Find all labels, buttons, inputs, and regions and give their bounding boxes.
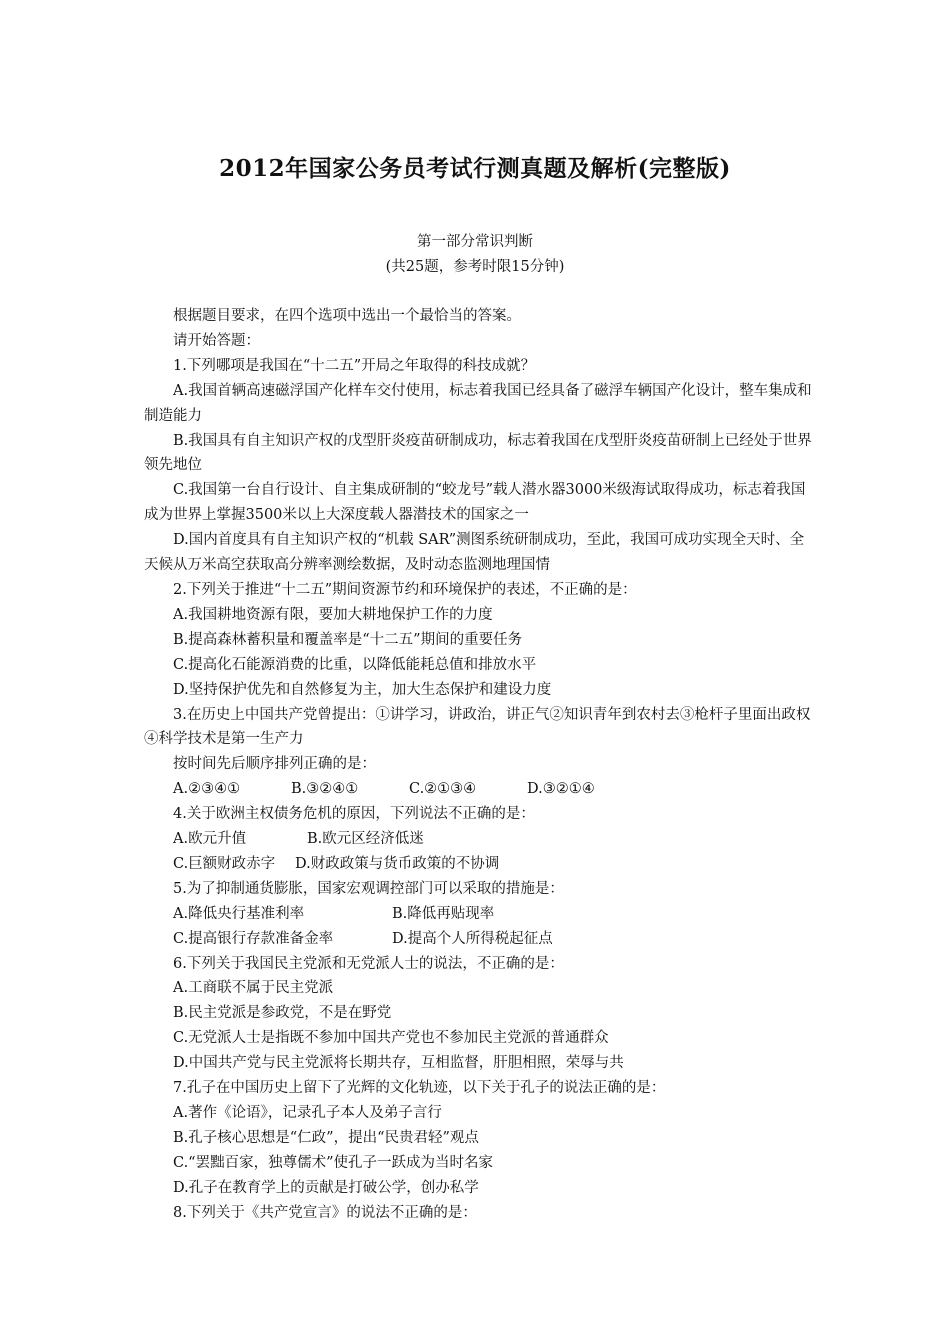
question-2-option-c: C.提高化石能源消费的比重，以降低能耗总值和排放水平 <box>173 656 537 673</box>
question-7-option-a: A.著作《论语》，记录孔子本人及弟子言行 <box>173 1105 442 1121</box>
question-1-option-d: D.国内首度具有自主知识产权的“机载 SAR”测图系统研制成功，至此，我国可成功实现全天时、全天候从万米高空获取高分辨率测绘数据，及时动态监测地理国情 <box>144 532 805 574</box>
question-5-option-c: C.提高银行存款准备金率 <box>173 930 334 947</box>
question-5-option-b: B.降低再贴现率 <box>392 905 495 922</box>
question-2-option-b: B.提高森林蓄积量和覆盖率是“十二五”期间的重要任务 <box>173 631 523 648</box>
question-3-stem: 3.在历史上中国共产党曾提出：①讲学习，讲政治，讲正气②知识青年到农村去③枪杆子里面出政权④科学技术是第一生产力 <box>144 706 811 748</box>
question-2-option-a: A.我国耕地资源有限，要加大耕地保护工作的力度 <box>173 606 493 623</box>
question-4-option-a: A.欧元升值 <box>173 831 247 848</box>
question-4-options-row-1 <box>144 827 812 852</box>
question-1-option-b: B.我国具有自主知识产权的戊型肝炎疫苗研制成功，标志着我国在戊型肝炎疫苗研制上已经处于世界领先地位 <box>144 432 812 474</box>
question-5-option-d: D.提高个人所得税起征点 <box>392 930 553 947</box>
question-6-option-a: A.工商联不属于民主党派 <box>173 980 334 997</box>
question-7-stem: 7.孔子在中国历史上留下了光辉的文化轨迹，以下关于孔子的说法正确的是： <box>173 1080 666 1097</box>
question-4-option-d: D.财政政策与货币政策的不协调 <box>295 855 500 872</box>
question-3-option-c: C.②①③④ <box>409 781 477 798</box>
question-5-stem: 5.为了抑制通货膨胀，国家宏观调控部门可以采取的措施是： <box>173 880 564 897</box>
question-6-option-d: D.中国共产党与民主党派将长期共存，互相监督，肝胆相照，荣辱与共 <box>173 1055 624 1072</box>
question-4-stem: 4.关于欧洲主权债务危机的原因，下列说法不正确的是： <box>173 806 535 823</box>
question-5-options-row-1 <box>144 902 812 927</box>
question-5-option-a: A.降低央行基准利率 <box>173 905 305 922</box>
question-8-stem: 8.下列关于《共产党宣言》的说法不正确的是： <box>173 1204 477 1221</box>
question-5-options-row-2 <box>144 927 812 952</box>
question-3-option-a: A.②③④① <box>173 781 241 798</box>
question-4-option-c: C.巨额财政赤字 <box>173 855 276 872</box>
document-title: 2012年国家公务员考试行测真题及解析(完整版) <box>219 155 731 182</box>
question-6-option-c: C.无党派人士是指既不参加中国共产党也不参加民主党派的普通群众 <box>173 1030 609 1047</box>
question-3-option-b: B.③②④① <box>291 781 359 798</box>
question-3-option-d: D.③②①④ <box>527 781 595 798</box>
question-2-option-d: D.坚持保护优先和自然修复为主，加大生态保护和建设力度 <box>173 681 552 698</box>
question-4-option-b: B.欧元区经济低迷 <box>307 831 424 848</box>
question-3-prompt: 按时间先后顺序排列正确的是： <box>173 756 376 773</box>
start-prompt: 请开始答题： <box>173 332 260 349</box>
question-3-options <box>144 777 812 802</box>
question-1-option-a: A.我国首辆高速磁浮国产化样车交付使用，标志着我国已经具备了磁浮车辆国产化设计，整车集成和制造能力 <box>144 382 812 424</box>
question-7-option-d: D.孔子在教育学上的贡献是打破公学，创办私学 <box>173 1179 479 1196</box>
question-1-option-c: C.我国第一台自行设计、自主集成研制的“蛟龙号”载人潜水器3000米级海试取得成功，标志着我国成为世界上掌握3500米以上大深度载人器潜技术的国家之一 <box>144 482 806 524</box>
instructions: 根据题目要求，在四个选项中选出一个最恰当的答案。 <box>173 308 521 324</box>
section-title: 第一部分常识判断 <box>417 234 533 250</box>
question-1-stem: 1.下列哪项是我国在“十二五”开局之年取得的科技成就？ <box>173 357 536 374</box>
question-7-option-c: C.“罢黜百家，独尊儒术”使孔子一跃成为当时名家 <box>173 1154 494 1171</box>
question-7-option-b: B.孔子核心思想是“仁政”，提出“民贵君轻”观点 <box>173 1129 479 1146</box>
section-note: (共25题，参考时限15分钟) <box>385 259 565 275</box>
section-header <box>0 230 950 280</box>
question-6-option-b: B.民主党派是参政党，不是在野党 <box>173 1005 392 1022</box>
question-2-stem: 2.下列关于推进“十二五”期间资源节约和环境保护的表述，不正确的是： <box>173 581 637 598</box>
question-6-stem: 6.下列关于我国民主党派和无党派人士的说法，不正确的是： <box>173 955 564 972</box>
question-4-options-row-2 <box>144 852 812 877</box>
document-body <box>144 304 812 1226</box>
